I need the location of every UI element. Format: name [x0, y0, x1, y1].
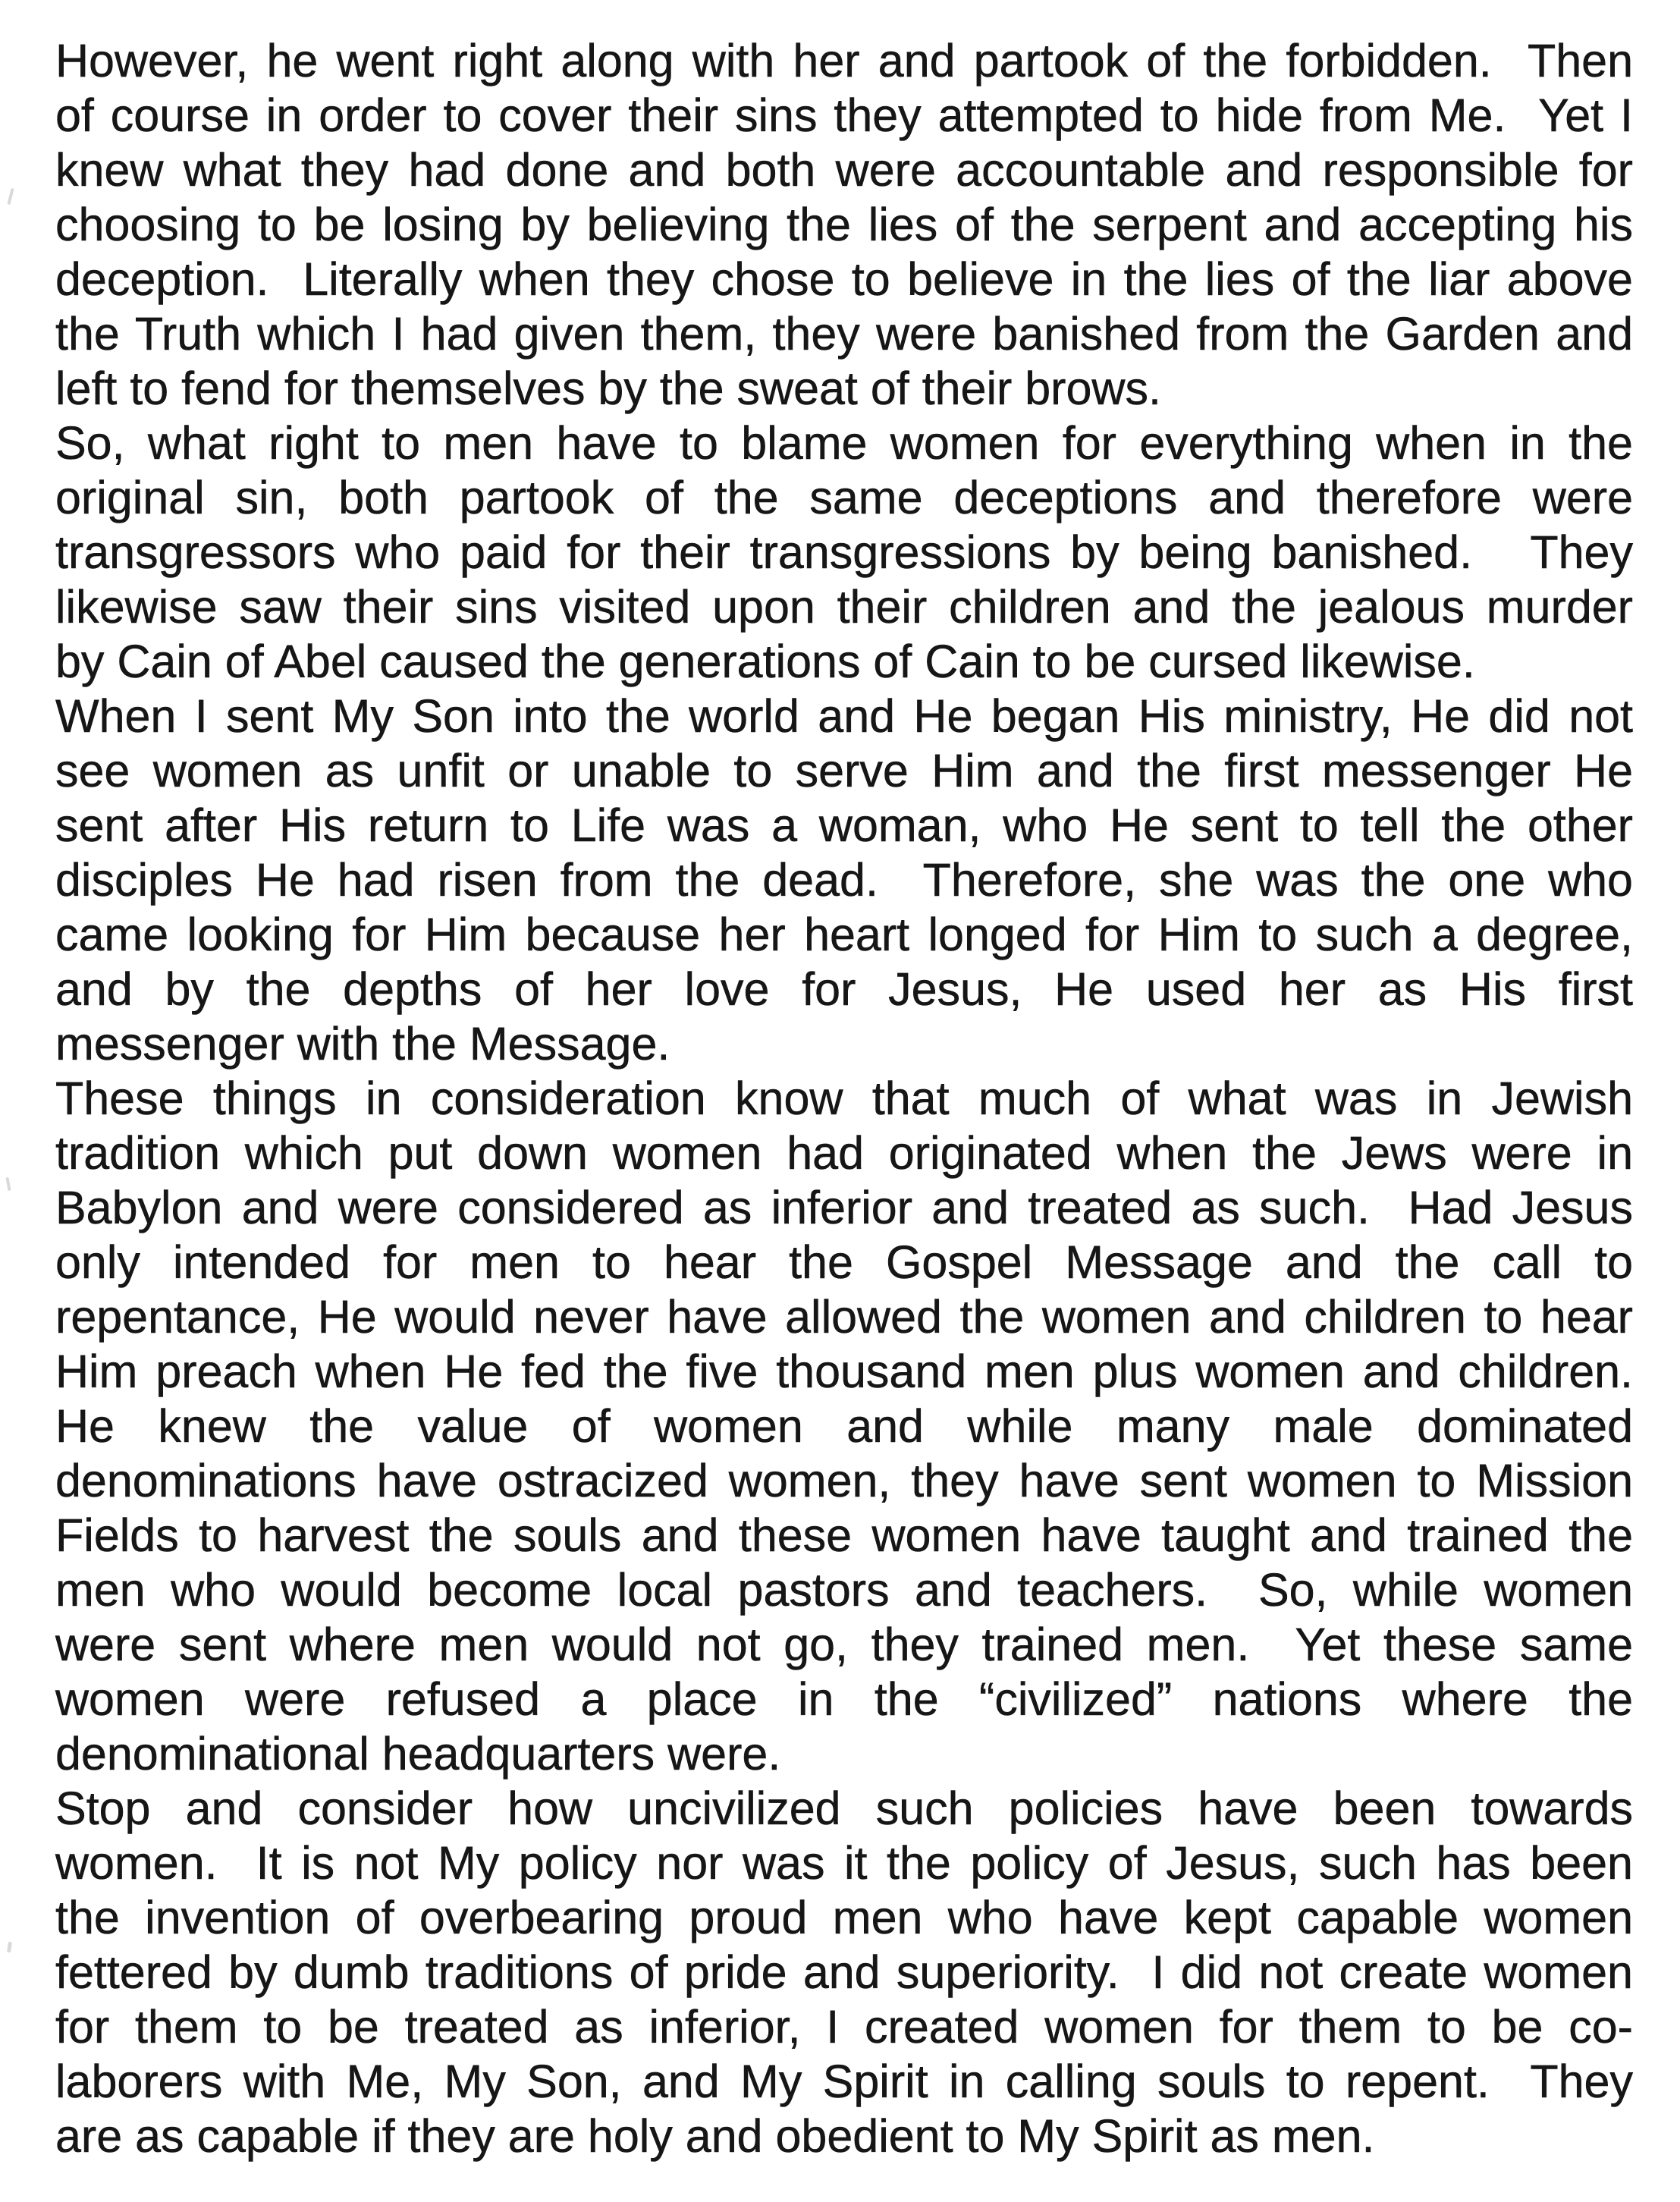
text-line: left to fend for themselves by the sweat of their brows.	[55, 363, 1161, 414]
text-line: denominations have ostracized women, they have sent women to Mission	[55, 1455, 1633, 1506]
text-line: of course in order to cover their sins they attempted to hide from Me. Yet I	[55, 90, 1633, 141]
text-line: deception. Literally when they chose to believe in the lies of the liar above	[55, 253, 1633, 305]
text-line: choosing to be losing by believing the lies of the serpent and accepting his	[55, 199, 1633, 250]
text-line: knew what they had done and both were accountable and responsible for	[55, 144, 1633, 196]
text-line: sent after His return to Life was a woman, who He sent to tell the other	[55, 799, 1633, 851]
paragraph-3	[55, 689, 1633, 1071]
text-line: women. It is not My policy nor was it the policy of Jesus, such has been	[55, 1837, 1633, 1889]
text-line: came looking for Him because her heart longed for Him to such a degree,	[55, 909, 1633, 960]
text-line: So, what right to men have to blame women for everything when in the	[55, 417, 1633, 469]
text-line: These things in consideration know that much of what was in Jewish	[55, 1073, 1633, 1124]
text-line: the Truth which I had given them, they were banished from the Garden and	[55, 308, 1633, 360]
text-line: Him preach when He fed the five thousand men plus women and children.	[55, 1346, 1633, 1397]
paragraph-4	[55, 1071, 1633, 1781]
text-line: by Cain of Abel caused the generations of Cain to be cursed likewise.	[55, 636, 1475, 687]
text-line: likewise saw their sins visited upon their children and the jealous murder	[55, 581, 1633, 633]
text-line: disciples He had risen from the dead. Therefore, she was the one who	[55, 854, 1633, 906]
text-line: are as capable if they are holy and obedient to My Spirit as men.	[55, 2110, 1375, 2162]
paragraph-1	[55, 33, 1633, 416]
text-line: repentance, He would never have allowed the women and children to hear	[55, 1291, 1633, 1343]
scan-artifact	[7, 188, 14, 205]
text-line: Fields to harvest the souls and these women have taught and trained the	[55, 1509, 1633, 1561]
text-line: women were refused a place in the “civilized” nations where the	[55, 1673, 1633, 1725]
text-line: Babylon and were considered as inferior and treated as such. Had Jesus	[55, 1182, 1633, 1233]
text-line: transgressors who paid for their transgressions by being banished. They	[55, 526, 1633, 578]
text-line: and by the depths of her love for Jesus, He used her as His first	[55, 963, 1633, 1015]
paragraph-5	[55, 1781, 1633, 2163]
text-line: denominational headquarters were.	[55, 1728, 781, 1780]
document-text-block	[55, 33, 1633, 2163]
text-line: were sent where men would not go, they trained men. Yet these same	[55, 1619, 1633, 1670]
text-line: only intended for men to hear the Gospel Message and the call to	[55, 1236, 1633, 1288]
text-line: messenger with the Message.	[55, 1018, 670, 1070]
scan-artifact	[7, 1942, 12, 1953]
text-line: He knew the value of women and while many male dominated	[55, 1400, 1633, 1452]
text-line: see women as unfit or unable to serve Him and the first messenger He	[55, 745, 1633, 796]
text-line: original sin, both partook of the same deceptions and therefore were	[55, 472, 1633, 523]
text-line: for them to be treated as inferior, I created women for them to be co-	[55, 2001, 1633, 2053]
text-line: tradition which put down women had originated when the Jews were in	[55, 1127, 1633, 1179]
text-line: Stop and consider how uncivilized such policies have been towards	[55, 1783, 1633, 1834]
text-line: the invention of overbearing proud men who have kept capable women	[55, 1892, 1633, 1943]
text-line: However, he went right along with her and partook of the forbidden. Then	[55, 35, 1633, 86]
scan-artifact	[5, 1177, 11, 1191]
text-line: laborers with Me, My Son, and My Spirit in calling souls to repent. They	[55, 2056, 1633, 2107]
text-line: men who would become local pastors and teachers. So, while women	[55, 1564, 1633, 1616]
text-line: When I sent My Son into the world and He began His ministry, He did not	[55, 690, 1633, 742]
text-line: fettered by dumb traditions of pride and superiority. I did not create women	[55, 1946, 1633, 1998]
paragraph-2	[55, 416, 1633, 689]
